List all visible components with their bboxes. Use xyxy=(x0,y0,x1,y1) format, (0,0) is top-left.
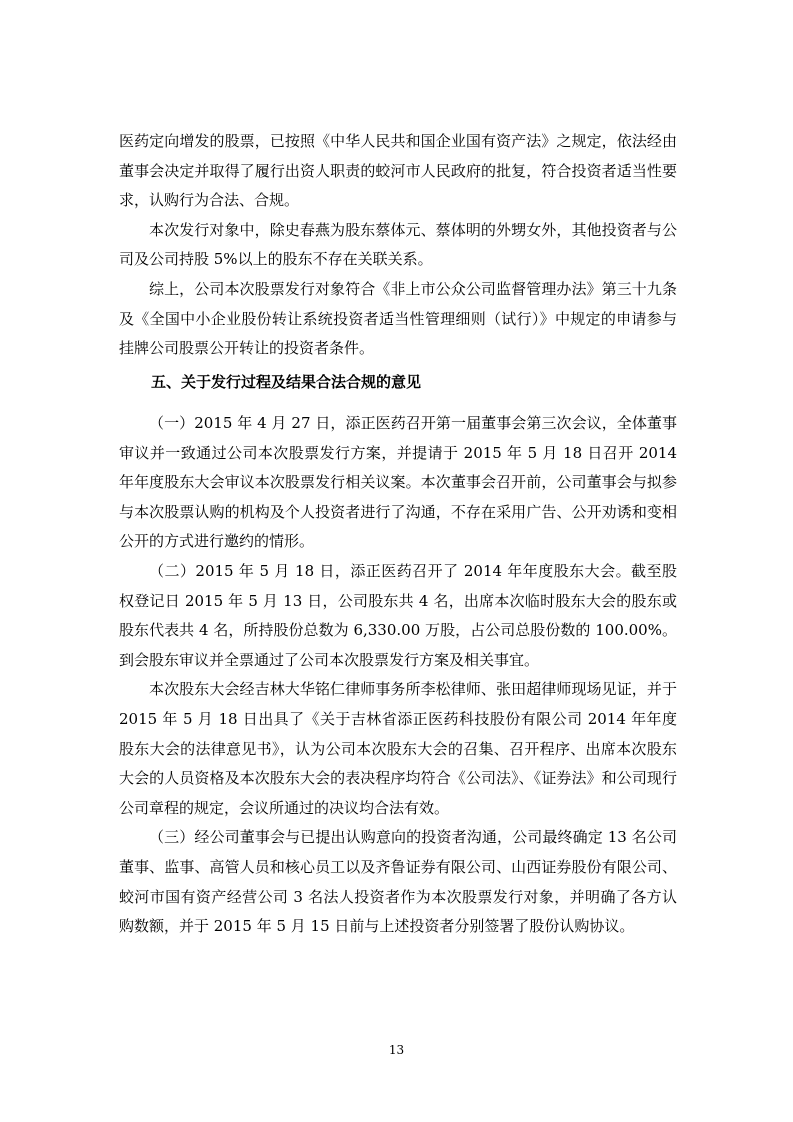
body-text-lower xyxy=(119,409,677,942)
paragraph-investor-approval: 医药定向增发的股票，已按照《中华人民共和国企业国有资产法》之规定，依法经由董事会决定并取得了履行出资人职责的蛟河市人民政府的批复，符合投资者适当性要求，认购行为合法、合规。 xyxy=(119,132,677,210)
body-text-upper xyxy=(119,127,677,364)
paragraph-board-meeting: （一）2015 年 4 月 27 日，添正医药召开第一届董事会第三次会议，全体董事审议并一致通过公司本次股票发行方案，并提请于 2015 年 5 月 18 日召开 2014 年年度股东大会审议本次股票发行相关议案。本次董事会召开前，公司董事会与拟参与本次股票认购的机构及个人投资者进行了沟通，不存在采用广告、公开劝诱和变相公开的方式进行邀约的情形。 xyxy=(119,414,677,551)
paragraph-shareholder-meeting: （二）2015 年 5 月 18 日，添正医药召开了 2014 年年度股东大会。截至股权登记日 2015 年 5 月 13 日，公司股东共 4 名，出席本次临时股东大会的股东或股东代表共 4 名，所持股份总数为 6,330.00 万股，占公司总股份数的 100.00%。到会股东审议并全票通过了公司本次股票发行方案及相关事宜。 xyxy=(119,561,677,669)
section-heading: 五、关于发行过程及结果合法合规的意见 xyxy=(151,373,422,391)
paragraph-subscription: （三）经公司董事会与已提出认购意向的投资者沟通，公司最终确定 13 名公司董事、监事、高管人员和核心员工以及齐鲁证券有限公司、山西证券股份有限公司、蛟河市国有资产经营公司 3 名法人投资者作为本次股票发行对象，并明确了各方认购数额，并于 2015 年 5 月 15 日前与上述投资者分别签署了股份认购协议。 xyxy=(119,828,677,936)
paragraph-related-party: 本次发行对象中，除史春燕为股东蔡体元、蔡体明的外甥女外，其他投资者与公司及公司持股 5%以上的股东不存在关联关系。 xyxy=(119,220,677,269)
page-number: 13 xyxy=(388,1043,405,1057)
paragraph-legal-opinion: 本次股东大会经吉林大华铭仁律师事务所李松律师、张田超律师现场见证，并于 2015 年 5 月 18 日出具了《关于吉林省添正医药科技股份有限公司 2014 年年度股东大会的法律意见书》，认为公司本次股东大会的召集、召开程序、出席本次股东大会的人员资格及本次股东大会的表决程序均符合《公司法》、《证券法》和公司现行公司章程的规定，会议所通过的决议均合法有效。 xyxy=(119,680,677,817)
paragraph-conclusion: 综上，公司本次股票发行对象符合《非上市公众公司监督管理办法》第三十九条及《全国中小企业股份转让系统投资者适当性管理细则（试行）》中规定的申请参与挂牌公司股票公开转让的投资者条件。 xyxy=(119,279,677,358)
